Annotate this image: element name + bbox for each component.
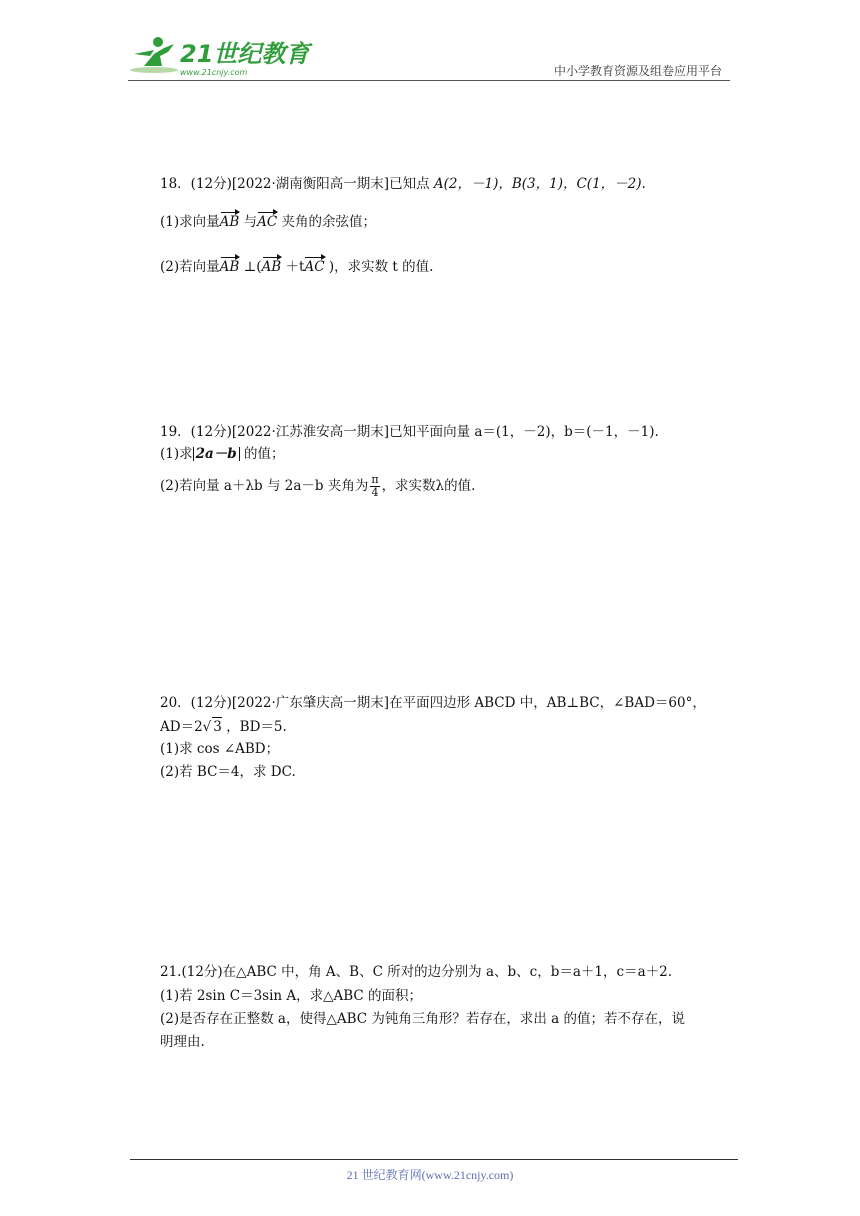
q18-part1 (160, 213, 376, 231)
q21-part2-continued: 明理由. (160, 1034, 205, 1050)
q20-stem2-text-a: AD＝2 (160, 719, 203, 735)
site-logo (124, 34, 310, 78)
q20-part1: (1)求 cos ∠ABD； (160, 741, 280, 757)
q19-p2-text-a: (2)若向量 a＋λb 与 2a－b 夹角为 (160, 478, 369, 494)
q20-stem: 20．(12分)[2022·广东肇庆高一期末]在平面四边形 ABCD 中，AB⊥BC，∠BAD＝60°， (160, 695, 706, 711)
q20-stem-line2 (160, 717, 287, 736)
fraction-numerator: π (371, 473, 379, 486)
q18-p2-text-a: (2)若向量 (160, 259, 220, 275)
header-divider (128, 80, 730, 81)
q20-part2: (2)若 BC＝4，求 DC. (160, 764, 296, 780)
vector-ab: AB (219, 214, 240, 230)
vector-ac: AC (257, 214, 278, 230)
q18-p1-text-b: 与 (239, 214, 258, 230)
vector-ac: AC (304, 259, 325, 275)
q18-p1-text-c: 夹角的余弦值； (277, 214, 376, 230)
abs-value-expression: 2a－b (193, 447, 240, 461)
header-platform-text: 中小学教育资源及组卷应用平台 (553, 64, 722, 78)
logo-text: 21世纪教育 (180, 40, 310, 68)
logo-graphic (124, 34, 310, 78)
q19-p1-text-b: 的值； (239, 446, 285, 462)
q19-p2-text-b: ，求实数λ的值. (381, 478, 476, 494)
q18-p2-text-b: ⊥( (239, 259, 262, 275)
sqrt-icon: √ (202, 719, 212, 735)
sqrt-radicand: 3 (213, 719, 222, 735)
footer-site-text: 21 世纪教育网(www.21cnjy.com) (346, 1168, 514, 1182)
fraction-pi-over-4 (370, 474, 379, 499)
q21-part2: (2)是否存在正整数 a，使得△ABC 为钝角三角形？若存在，求出 a 的值；若不存在，说 (160, 1011, 686, 1027)
q19-part1 (160, 445, 285, 463)
q21-part1: (1)若 2sin C＝3sin A，求△ABC 的面积； (160, 988, 423, 1004)
fraction-denominator: 4 (371, 486, 379, 499)
vector-ab: AB (219, 259, 240, 275)
q18-points: A(2，－1)，B(3，1)，C(1，－2). (433, 176, 646, 192)
vector-ab: AB (261, 259, 282, 275)
q18-part2 (160, 258, 433, 276)
q20-stem2-text-b: ，BD＝5. (221, 719, 287, 735)
q18-p1-text-a: (1)求向量 (160, 214, 220, 230)
q18-stem-prefix: 18．(12分)[2022·湖南衡阳高一期末]已知点 (160, 176, 434, 192)
logo-url: www.21cnjy.com (180, 68, 248, 77)
q18-stem (160, 175, 646, 193)
q18-p2-text-c: ＋t (281, 259, 305, 275)
q19-p1-text-a: (1)求 (160, 446, 193, 462)
footer-divider (130, 1159, 738, 1160)
q19-part2 (160, 474, 475, 499)
q19-stem: 19．(12分)[2022·江苏淮安高一期末]已知平面向量 a＝(1，－2)，b＝(－1，－1). (160, 424, 659, 440)
q18-p2-text-d: )，求实数 t 的值. (324, 259, 434, 275)
q21-stem: 21.(12分)在△ABC 中，角 A、B、C 所对的边分别为 a、b、c，b＝a＋1，c＝a＋2. (160, 964, 672, 980)
